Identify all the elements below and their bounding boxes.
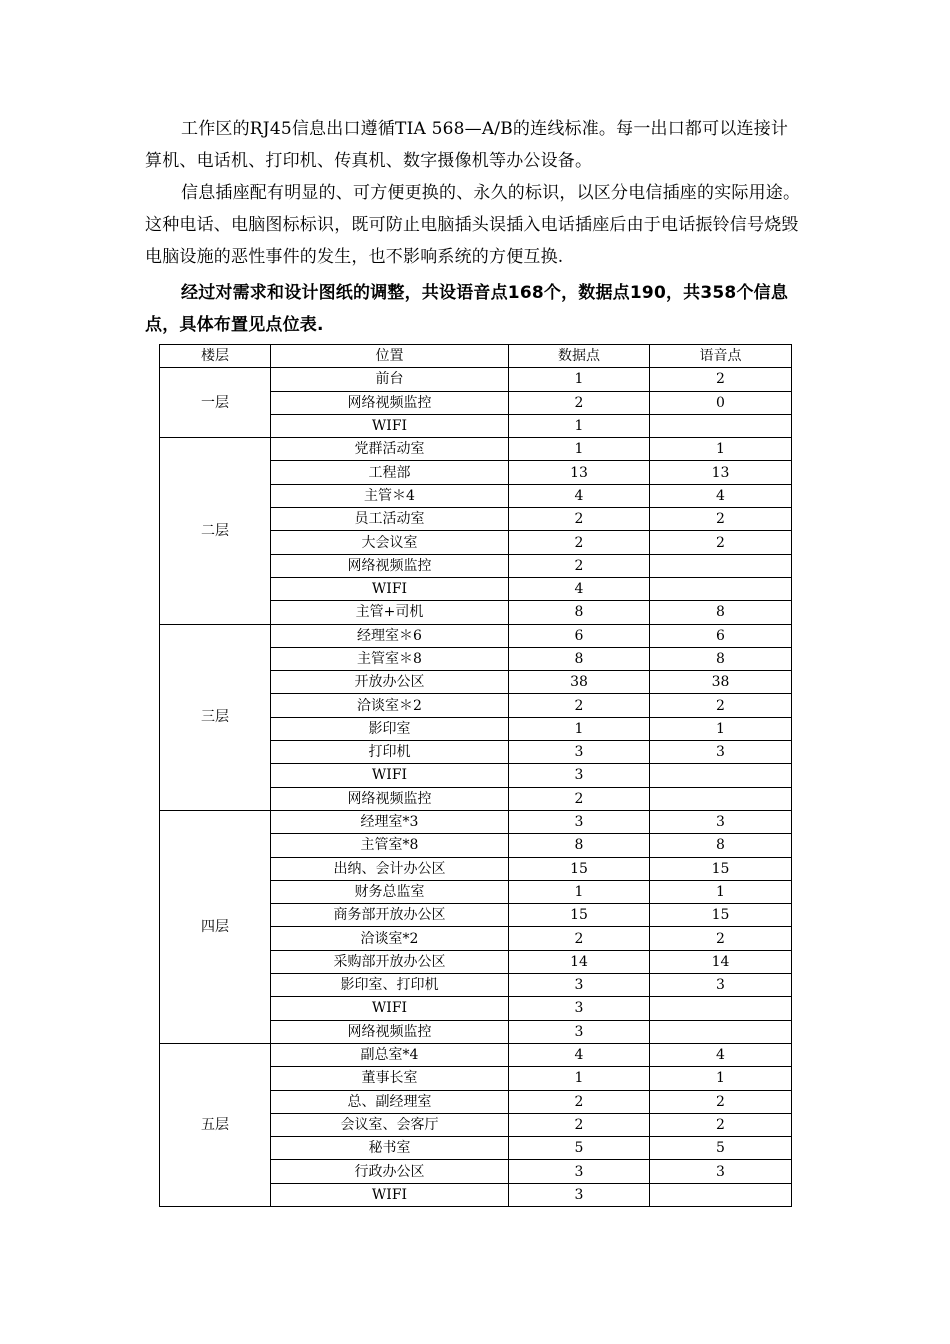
data-points-cell: 8: [509, 601, 650, 624]
data-points-cell: 2: [509, 391, 650, 414]
data-points-cell: 3: [509, 1160, 650, 1183]
voice-points-cell: 0: [650, 391, 792, 414]
location-cell: 前台: [271, 368, 509, 391]
voice-points-cell: 1: [650, 1067, 792, 1090]
data-points-cell: 2: [509, 694, 650, 717]
location-cell: 会议室、会客厅: [271, 1113, 509, 1136]
location-cell: 影印室: [271, 717, 509, 740]
location-cell: WIFI: [271, 1183, 509, 1206]
location-cell: 商务部开放办公区: [271, 904, 509, 927]
voice-points-cell: [650, 554, 792, 577]
voice-points-cell: 15: [650, 904, 792, 927]
location-cell: 副总室*4: [271, 1043, 509, 1066]
floor-cell: 四层: [160, 810, 271, 1043]
data-points-cell: 3: [509, 997, 650, 1020]
voice-points-cell: 2: [650, 508, 792, 531]
floor-cell: 三层: [160, 624, 271, 810]
voice-points-cell: 2: [650, 1113, 792, 1136]
voice-points-cell: 6: [650, 624, 792, 647]
location-cell: 党群活动室: [271, 438, 509, 461]
info-point-table: [159, 344, 792, 1207]
location-cell: 网络视频监控: [271, 391, 509, 414]
floor-cell: 五层: [160, 1043, 271, 1206]
location-cell: 工程部: [271, 461, 509, 484]
location-cell: 网络视频监控: [271, 554, 509, 577]
location-cell: 秘书室: [271, 1137, 509, 1160]
header-data-points: 数据点: [509, 345, 650, 368]
data-points-cell: 14: [509, 950, 650, 973]
header-floor: 楼层: [160, 345, 271, 368]
paragraph-rj45-standard: 工作区的RJ45信息出口遵循TIA 568—A/B的连线标准。每一出口都可以连接计算机、电话机、打印机、传真机、数字摄像机等办公设备。: [145, 119, 789, 171]
voice-points-cell: [650, 577, 792, 600]
data-points-cell: 1: [509, 414, 650, 437]
voice-points-cell: 1: [650, 438, 792, 461]
data-points-cell: 2: [509, 787, 650, 810]
data-points-cell: 4: [509, 484, 650, 507]
data-points-cell: 2: [509, 508, 650, 531]
voice-points-cell: 3: [650, 974, 792, 997]
data-points-cell: 1: [509, 880, 650, 903]
data-points-cell: 13: [509, 461, 650, 484]
data-points-cell: 2: [509, 531, 650, 554]
voice-points-cell: [650, 764, 792, 787]
voice-points-cell: 8: [650, 647, 792, 670]
data-points-cell: 8: [509, 647, 650, 670]
paragraph-socket-labels: 信息插座配有明显的、可方便更换的、永久的标识，以区分电信插座的实际用途。这种电话、电脑图标标识，既可防止电脑插头误插入电话插座后由于电话振铃信号烧毁电脑设施的恶性事件的发生，也不影响系统的方便互换.: [145, 183, 801, 267]
data-points-cell: 3: [509, 1183, 650, 1206]
data-points-cell: 8: [509, 834, 650, 857]
voice-points-cell: 2: [650, 694, 792, 717]
voice-points-cell: 2: [650, 368, 792, 391]
voice-points-cell: 2: [650, 1090, 792, 1113]
location-cell: 董事长室: [271, 1067, 509, 1090]
data-points-cell: 15: [509, 904, 650, 927]
location-cell: 经理室＊6: [271, 624, 509, 647]
header-location: 位置: [271, 345, 509, 368]
voice-points-cell: 5: [650, 1137, 792, 1160]
data-points-cell: 4: [509, 577, 650, 600]
location-cell: 洽谈室*2: [271, 927, 509, 950]
data-points-cell: 1: [509, 1067, 650, 1090]
voice-points-cell: [650, 1183, 792, 1206]
voice-points-cell: 1: [650, 717, 792, 740]
voice-points-cell: [650, 414, 792, 437]
voice-points-cell: [650, 997, 792, 1020]
location-cell: 影印室、打印机: [271, 974, 509, 997]
table-row: [160, 624, 792, 647]
data-points-cell: 3: [509, 741, 650, 764]
data-points-cell: 2: [509, 1090, 650, 1113]
voice-points-cell: 14: [650, 950, 792, 973]
table-row: [160, 810, 792, 833]
voice-points-cell: 3: [650, 1160, 792, 1183]
voice-points-cell: 38: [650, 671, 792, 694]
data-points-cell: 1: [509, 438, 650, 461]
voice-points-cell: 3: [650, 741, 792, 764]
table-body: [160, 368, 792, 1207]
voice-points-cell: 13: [650, 461, 792, 484]
location-cell: 采购部开放办公区: [271, 950, 509, 973]
data-points-cell: 1: [509, 368, 650, 391]
data-points-cell: 3: [509, 974, 650, 997]
data-points-cell: 5: [509, 1137, 650, 1160]
location-cell: 主管+司机: [271, 601, 509, 624]
voice-points-cell: [650, 1020, 792, 1043]
location-cell: 网络视频监控: [271, 1020, 509, 1043]
location-cell: 出纳、会计办公区: [271, 857, 509, 880]
floor-cell: 一层: [160, 368, 271, 438]
data-points-cell: 6: [509, 624, 650, 647]
voice-points-cell: 4: [650, 1043, 792, 1066]
data-points-cell: 15: [509, 857, 650, 880]
voice-points-cell: 8: [650, 601, 792, 624]
floor-cell: 二层: [160, 438, 271, 624]
location-cell: 经理室*3: [271, 810, 509, 833]
location-cell: 洽谈室＊2: [271, 694, 509, 717]
location-cell: 主管室＊8: [271, 647, 509, 670]
voice-points-cell: 2: [650, 927, 792, 950]
data-points-cell: 4: [509, 1043, 650, 1066]
location-cell: 总、副经理室: [271, 1090, 509, 1113]
voice-points-cell: 2: [650, 531, 792, 554]
location-cell: 行政办公区: [271, 1160, 509, 1183]
voice-points-cell: 8: [650, 834, 792, 857]
location-cell: 主管＊4: [271, 484, 509, 507]
location-cell: 打印机: [271, 741, 509, 764]
location-cell: 主管室*8: [271, 834, 509, 857]
location-cell: WIFI: [271, 577, 509, 600]
location-cell: 大会议室: [271, 531, 509, 554]
location-cell: 员工活动室: [271, 508, 509, 531]
table-row: [160, 368, 792, 391]
data-points-cell: 3: [509, 764, 650, 787]
voice-points-cell: 4: [650, 484, 792, 507]
data-points-cell: 2: [509, 554, 650, 577]
table-row: [160, 1043, 792, 1066]
data-points-cell: 2: [509, 927, 650, 950]
voice-points-cell: 1: [650, 880, 792, 903]
location-cell: WIFI: [271, 997, 509, 1020]
header-voice-points: 语音点: [650, 345, 792, 368]
table-header-row: [160, 345, 792, 368]
table-row: [160, 438, 792, 461]
data-points-cell: 2: [509, 1113, 650, 1136]
data-points-cell: 38: [509, 671, 650, 694]
voice-points-cell: [650, 787, 792, 810]
data-points-cell: 3: [509, 810, 650, 833]
data-points-cell: 3: [509, 1020, 650, 1043]
paragraph-point-summary: 经过对需求和设计图纸的调整，共设语音点168个，数据点190，共358个信息点，具体布置见点位表.: [145, 283, 789, 335]
location-cell: 开放办公区: [271, 671, 509, 694]
voice-points-cell: 15: [650, 857, 792, 880]
location-cell: WIFI: [271, 764, 509, 787]
data-points-cell: 1: [509, 717, 650, 740]
location-cell: WIFI: [271, 414, 509, 437]
location-cell: 网络视频监控: [271, 787, 509, 810]
voice-points-cell: 3: [650, 810, 792, 833]
location-cell: 财务总监室: [271, 880, 509, 903]
